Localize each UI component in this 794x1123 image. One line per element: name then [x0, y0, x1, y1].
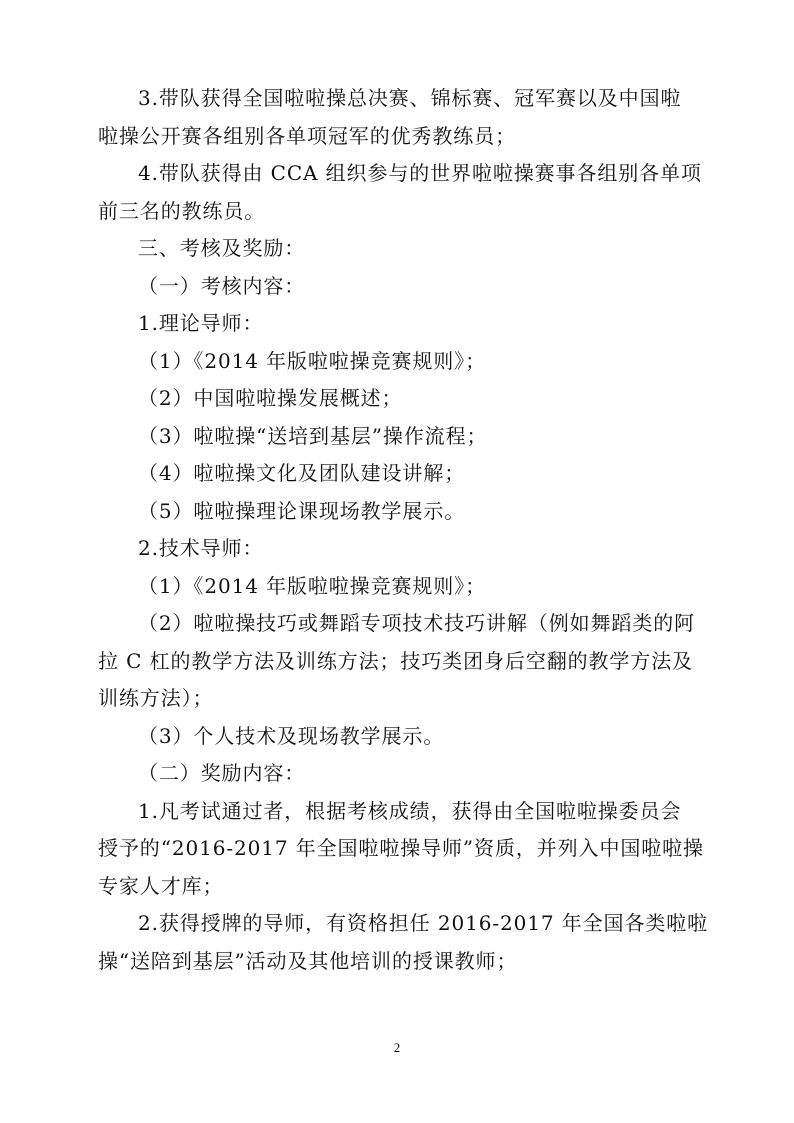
paragraph-line: 1.凡考试通过者，根据考核成绩，获得由全国啦啦操委员会: [138, 798, 682, 823]
paragraph-line: 啦操公开赛各组别各单项冠军的优秀教练员；: [98, 123, 516, 148]
list-item: （2）中国啦啦操发展概述；: [138, 386, 403, 410]
paragraph-line: 前三名的教练员。: [98, 198, 266, 223]
subsection-heading: （一）考核内容：: [138, 273, 306, 298]
list-item: （2）啦啦操技巧或舞蹈专项技术技巧讲解（例如舞蹈类的阿: [138, 611, 696, 635]
section-heading: 三、考核及奖励：: [138, 236, 306, 260]
item-heading: 2.技术导师：: [138, 536, 264, 560]
page-number: 2: [393, 1040, 401, 1055]
paragraph-line: 专家人才库；: [98, 873, 224, 898]
list-item: （5）啦啦操理论课现场教学展示。: [138, 498, 466, 523]
paragraph-line: 训练方法）；: [98, 686, 214, 710]
document-body: [98, 80, 709, 980]
paragraph-line: 授予的“2016-2017 年全国啦啦操导师”资质，并列入中国啦啦操: [98, 836, 704, 860]
subsection-heading: （二）奖励内容：: [138, 761, 306, 785]
item-heading: 1.理论导师：: [138, 311, 264, 335]
list-item: （1）《2014 年版啦啦操竞赛规则》；: [138, 573, 486, 598]
list-item: （3）个人技术及现场教学展示。: [138, 723, 445, 748]
list-item: （4）啦啦操文化及团队建设讲解；: [138, 461, 466, 485]
list-item: （1）《2014 年版啦啦操竞赛规则》；: [138, 348, 486, 373]
paragraph-line: 2.获得授牌的导师，有资格担任 2016-2017 年全国各类啦啦: [138, 911, 709, 935]
paragraph-line: 操“送陪到基层”活动及其他培训的授课教师；: [98, 948, 518, 973]
paragraph-line: 3.带队获得全国啦啦操总决赛、锦标赛、冠军赛以及中国啦: [138, 86, 682, 110]
paragraph-line: 4.带队获得由 CCA 组织参与的世界啦啦操赛事各组别各单项: [138, 161, 702, 185]
paragraph-line: 拉 C 杠的教学方法及训练方法；技巧类团身后空翻的教学方法及: [98, 648, 694, 673]
list-item: （3）啦啦操“送培到基层”操作流程；: [138, 423, 488, 448]
